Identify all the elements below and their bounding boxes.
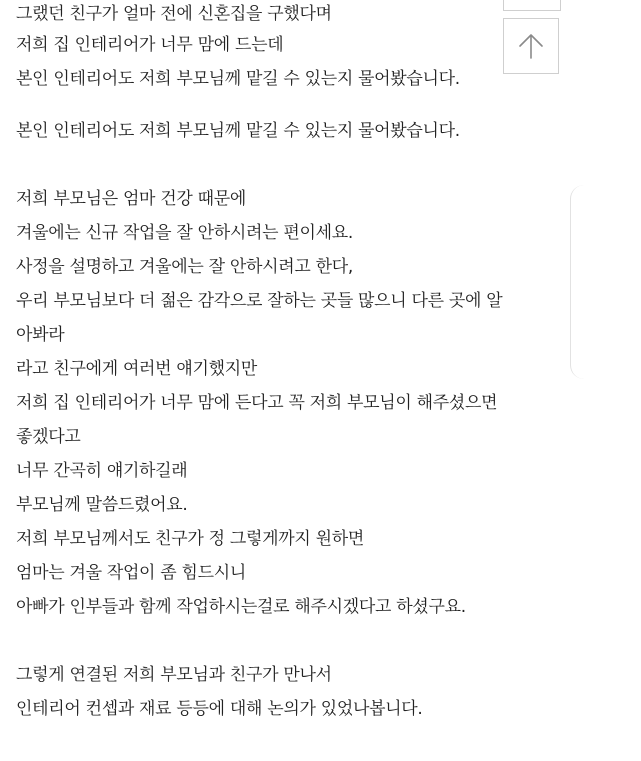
text-line: 너무 간곡히 얘기하길래 (16, 461, 188, 481)
article-text-main (16, 114, 576, 726)
scroll-to-top-button[interactable] (503, 18, 559, 74)
text-line: 본인 인테리어도 저희 부모님께 맡길 수 있는지 물어봤습니다. (16, 69, 460, 89)
paragraph-spacer (16, 624, 576, 658)
side-panel-edge (570, 185, 601, 379)
paragraph-spacer (16, 148, 576, 182)
text-line: 부모님께 말씀드렸어요. (16, 495, 188, 515)
floating-button-partial[interactable] (503, 0, 561, 11)
text-line: 좋겠다고 (16, 427, 81, 447)
article-text-top (16, 0, 496, 96)
text-line: 아봐라 (16, 325, 65, 345)
text-line: 라고 친구에게 여러번 얘기했지만 (16, 359, 258, 379)
text-line: 인테리어 컨셉과 재료 등등에 대해 논의가 있었나봅니다. (16, 699, 423, 719)
text-line: 우리 부모님보다 더 젊은 감각으로 잘하는 곳들 많으니 다른 곳에 알 (16, 291, 503, 311)
text-line: 그랬던 친구가 얼마 전에 신혼집을 구했다며 (16, 4, 332, 24)
text-line: 그렇게 연결된 저희 부모님과 친구가 만나서 (16, 665, 332, 685)
text-line: 저희 부모님께서도 친구가 정 그렇게까지 원하면 (16, 529, 364, 549)
arrow-up-icon (516, 31, 546, 61)
text-line: 본인 인테리어도 저희 부모님께 맡길 수 있는지 물어봤습니다. (16, 121, 460, 141)
text-line: 저희 집 인테리어가 너무 맘에 드는데 (16, 35, 284, 55)
text-line: 저희 부모님은 엄마 건강 때문에 (16, 189, 247, 209)
text-line: 저희 집 인테리어가 너무 맘에 든다고 꼭 저희 부모님이 해주셨으면 (16, 393, 498, 413)
text-line: 아빠가 인부들과 함께 작업하시는걸로 해주시겠다고 하셨구요. (16, 597, 466, 617)
text-line: 겨울에는 신규 작업을 잘 안하시려는 편이세요. (16, 223, 353, 243)
text-line: 사정을 설명하고 겨울에는 잘 안하시려고 한다, (16, 257, 353, 277)
text-line: 엄마는 겨울 작업이 좀 힘드시니 (16, 563, 247, 583)
